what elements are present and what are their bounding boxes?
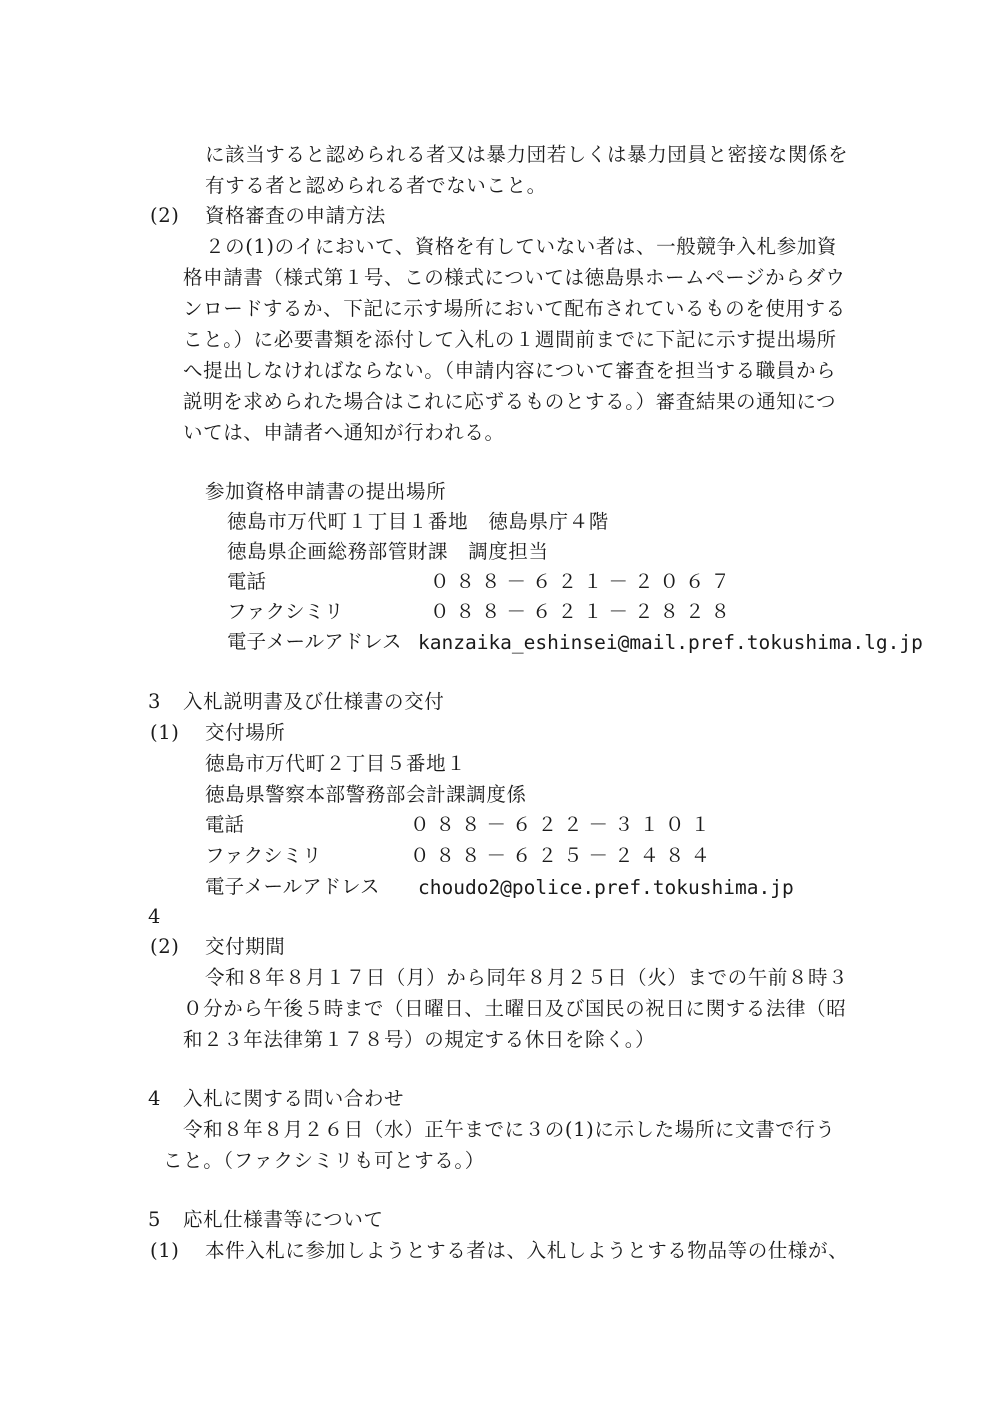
submission-place-title: 参加資格申請書の提出場所: [205, 480, 447, 503]
paragraph-line: ンロードするか、下記に示す場所において配布されているものを使用する: [183, 297, 846, 320]
paragraph-line: へ提出しなければならない。（申請内容について審査を担当する職員から: [183, 359, 837, 382]
subsection-number: (1): [150, 1239, 180, 1262]
section-heading: 応札仕様書等について: [183, 1208, 384, 1231]
delivery-address: 徳島市万代町２丁目５番地１: [205, 752, 467, 775]
fax-label: ファクシミリ: [227, 600, 344, 623]
paragraph-line: 本件入札に参加しようとする者は、入札しようとする物品等の仕様が、: [205, 1239, 849, 1262]
paragraph-line: ０分から午後５時まで（日曜日、土曜日及び国民の祝日に関する法律（昭: [183, 997, 847, 1020]
fax-value: ０８８－６２５－２４８４: [410, 844, 717, 867]
paragraph-line: ２の(1)のイにおいて、資格を有していない者は、一般競争入札参加資: [205, 235, 838, 258]
section-heading: 入札に関する問い合わせ: [183, 1087, 405, 1110]
paragraph-line: 令和８年８月１７日（月）から同年８月２５日（火）までの午前８時３: [205, 966, 849, 989]
fax-value: ０８８－６２１－２８２８: [430, 600, 737, 623]
continuation-line-2: 有する者と認められる者でないこと。: [205, 174, 547, 197]
tel-value: ０８８－６２１－２０６７: [430, 570, 737, 593]
paragraph-line: こと。（ファクシミリも可とする。）: [163, 1149, 485, 1172]
paragraph-line: こと。）に必要書類を添付して入札の１週間前までに下記に示す提出場所: [183, 328, 837, 351]
subsection-number: (2): [150, 935, 180, 958]
submission-address: 徳島市万代町１丁目１番地 徳島県庁４階: [227, 510, 609, 533]
submission-department: 徳島県企画総務部管財課 調度担当: [227, 540, 549, 563]
section-number: 4: [148, 1087, 162, 1110]
continuation-line-1: に該当すると認められる者又は暴力団若しくは暴力団員と密接な関係を: [205, 143, 849, 166]
email-label: 電子メールアドレス: [205, 875, 380, 898]
tel-label: 電話: [205, 813, 245, 836]
paragraph-line: 格申請書（様式第１号、この様式については徳島県ホームページからダウ: [183, 266, 846, 289]
section-number: 5: [148, 1208, 162, 1231]
paragraph-line: 説明を求められた場合はこれに応ずるものとする。）審査結果の通知につ: [183, 390, 837, 413]
subsection-heading: 交付期間: [205, 935, 286, 958]
subsection-heading: 交付場所: [205, 721, 286, 744]
subsection-number: (2): [150, 204, 180, 227]
tel-label: 電話: [227, 570, 267, 593]
email-label: 電子メールアドレス: [227, 630, 402, 653]
paragraph-line: 令和８年８月２６日（水）正午までに３の(1)に示した場所に文書で行う: [183, 1118, 836, 1141]
paragraph-line: 和２３年法律第１７８号）の規定する休日を除く。）: [183, 1028, 656, 1051]
section-heading: 入札説明書及び仕様書の交付: [183, 690, 445, 713]
tel-value: ０８８－６２２－３１０１: [410, 813, 717, 836]
email-value: choudo2@police.pref.tokushima.jp: [418, 876, 794, 899]
paragraph-line: いては、申請者へ通知が行われる。: [183, 421, 505, 444]
email-value: kanzaika_eshinsei@mail.pref.tokushima.lg.jp: [418, 631, 923, 654]
fax-label: ファクシミリ: [205, 844, 322, 867]
subsection-heading: 資格審査の申請方法: [205, 204, 386, 227]
section-number: 3: [148, 690, 162, 713]
stray-number: 4: [148, 905, 162, 928]
delivery-department: 徳島県警察本部警務部会計課調度係: [205, 783, 527, 806]
subsection-number: (1): [150, 721, 180, 744]
